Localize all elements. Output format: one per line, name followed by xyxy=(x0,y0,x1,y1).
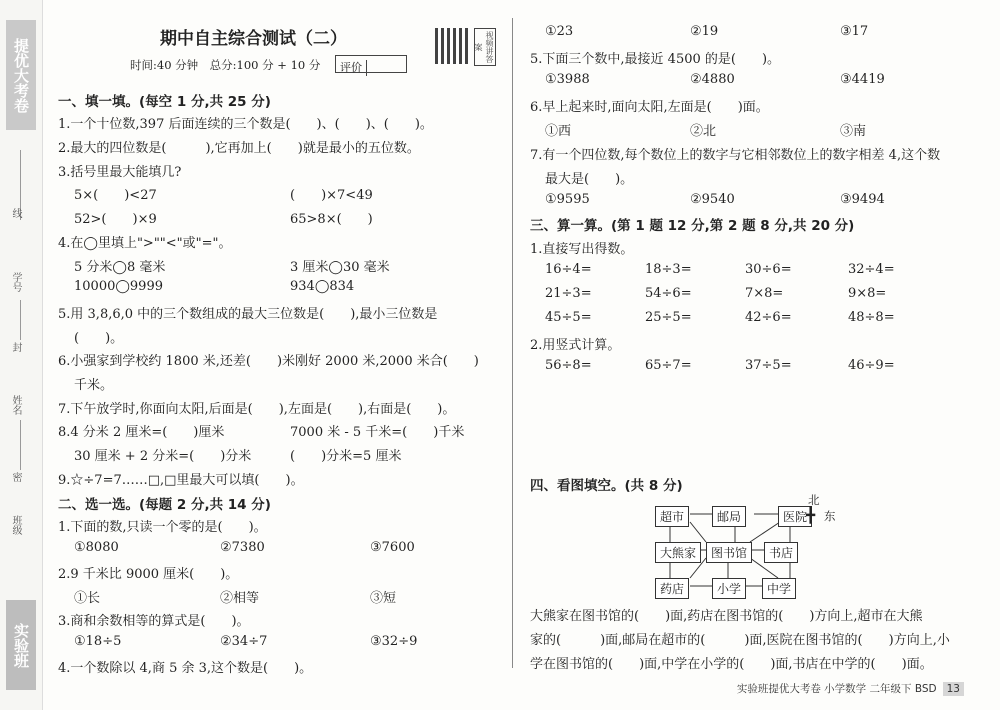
c6: 6.早上起来时,面向太阳,左面是( )面。 xyxy=(530,100,769,115)
q4c: 10000◯9999 xyxy=(74,279,163,294)
map-post-office: 邮局 xyxy=(712,506,746,527)
section-4-heading: 四、看图填空。(共 8 分) xyxy=(530,478,683,494)
c2: 2.9 千米比 9000 厘米( )。 xyxy=(58,567,239,582)
c7c1: ①9595 xyxy=(545,192,590,207)
calc-item: 7×8= xyxy=(745,286,784,301)
map-q-line2: 家的( )面,邮局在超市的( )面,医院在图书馆的( )方向上,小 xyxy=(530,633,950,648)
q8d: ( )分米=5 厘米 xyxy=(290,449,402,464)
label-class: 班级 xyxy=(10,515,21,535)
c2b: ②相等 xyxy=(220,591,260,606)
q8b: 7000 米 - 5 千米=( )千米 xyxy=(290,425,465,440)
score-label: 评价 xyxy=(336,60,367,76)
vertical-calc-item: 46÷9= xyxy=(848,358,895,373)
q6: 6.小强家到学校约 1800 米,还差( )米刚好 2000 米,2000 米合( ) xyxy=(58,354,479,369)
label-id: 学号 xyxy=(10,272,21,292)
footer xyxy=(737,681,964,696)
c5: 5.下面三个数中,最接近 4500 的是( )。 xyxy=(530,52,781,67)
label-name: 姓名 xyxy=(10,395,21,415)
q3b: ( )×7<49 xyxy=(290,188,373,203)
section-2-heading: 二、选一选。(每题 2 分,共 14 分) xyxy=(58,497,271,513)
vertical-calc-item: 65÷7= xyxy=(645,358,692,373)
column-divider xyxy=(512,18,513,668)
q4b: 3 厘米◯30 毫米 xyxy=(290,260,390,275)
map-primary-school: 小学 xyxy=(712,578,746,599)
c5c: ③4419 xyxy=(840,72,885,87)
exam-info: 时间:40 分钟 总分:100 分 + 10 分 xyxy=(130,58,321,72)
compass-icon: ╋ xyxy=(806,506,816,524)
calc-item: 16÷4= xyxy=(545,262,592,277)
q5: 5.用 3,8,6,0 中的三个数组成的最大三位数是( ),最小三位数是 xyxy=(58,307,438,322)
map-supermarket: 超市 xyxy=(655,506,689,527)
q9: 9.☆÷7=7……□,□里最大可以填( )。 xyxy=(58,473,304,488)
label-seal2: 密 xyxy=(10,472,21,482)
cut-line xyxy=(20,420,21,470)
label-line: 线 xyxy=(10,208,21,218)
compass-east: 东 xyxy=(824,509,836,523)
footer-text: 实验班提优大考卷 小学数学 二年级下 BSD xyxy=(736,683,937,695)
calc-item: 48÷8= xyxy=(848,310,895,325)
c3: 3.商和余数相等的算式是( )。 xyxy=(58,614,250,629)
c5a: ①3988 xyxy=(545,72,590,87)
c4: 4.一个数除以 4,商 5 余 3,这个数是( )。 xyxy=(58,661,313,676)
c6c: ③南 xyxy=(840,124,867,139)
map-bookstore: 书店 xyxy=(764,542,798,563)
q4: 4.在◯里填上">""<"或"="。 xyxy=(58,236,232,251)
calc-item: 54÷6= xyxy=(645,286,692,301)
c1a: ①8080 xyxy=(74,540,119,555)
c2a: ①长 xyxy=(74,591,101,606)
q3: 3.括号里最大能填几? xyxy=(58,165,182,180)
c7: 7.有一个四位数,每个数位上的数字与它相邻数位上的数字相差 4,这个数 xyxy=(530,148,941,163)
c4c: ③17 xyxy=(840,24,869,39)
qr-code-icon[interactable] xyxy=(435,28,471,64)
label-seal: 封 xyxy=(10,342,21,352)
q1: 1.一个十位数,397 后面连续的三个数是( )、( )、( )。 xyxy=(58,117,433,132)
o2: 2.用竖式计算。 xyxy=(530,338,621,353)
c7c3: ③9494 xyxy=(840,192,885,207)
q4d: 934◯834 xyxy=(290,279,355,294)
q3d: 65>8×( ) xyxy=(290,212,373,227)
c7c2: ②9540 xyxy=(690,192,735,207)
c3a: ①18÷5 xyxy=(74,634,122,649)
calc-item: 30÷6= xyxy=(745,262,792,277)
map-q-line3: 学在图书馆的( )面,中学在小学的( )面,书店在中学的( )面。 xyxy=(530,657,933,672)
section-1-heading: 一、填一填。(每空 1 分,共 25 分) xyxy=(58,94,271,110)
q4a: 5 分米◯8 毫米 xyxy=(74,260,166,275)
section-3-heading: 三、算一算。(第 1 题 12 分,第 2 题 8 分,共 20 分) xyxy=(530,218,855,234)
qr-caption: 视频讲答案 xyxy=(474,28,496,66)
c5b: ②4880 xyxy=(690,72,735,87)
map-middle-school: 中学 xyxy=(762,578,796,599)
vertical-calc-item: 37÷5= xyxy=(745,358,792,373)
page-title: 期中自主综合测试（二） xyxy=(160,29,347,49)
q8c: 30 厘米 + 2 分米=( )分米 xyxy=(74,449,252,464)
brand-bottom-logo: 实验班 xyxy=(6,600,36,690)
calc-item: 25÷5= xyxy=(645,310,692,325)
c6b: ②北 xyxy=(690,124,717,139)
c4a: ①23 xyxy=(545,24,574,39)
calc-item: 45÷5= xyxy=(545,310,592,325)
q5b: ( )。 xyxy=(74,331,124,346)
calc-item: 21÷3= xyxy=(545,286,592,301)
calc-item: 9×8= xyxy=(848,286,887,301)
map-q-line1: 大熊家在图书馆的( )面,药店在图书馆的( )方向上,超市在大熊 xyxy=(530,609,923,624)
map-hospital: 医院 xyxy=(778,506,812,527)
c1b: ②7380 xyxy=(220,540,265,555)
c3c: ③32÷9 xyxy=(370,634,418,649)
q3c: 52>( )×9 xyxy=(74,212,157,227)
c6a: ①西 xyxy=(545,124,572,139)
c2c: ③短 xyxy=(370,591,397,606)
vertical-calc-item: 56÷8= xyxy=(545,358,592,373)
q7: 7.下午放学时,你面向太阳,后面是( ),左面是( ),右面是( )。 xyxy=(58,402,456,417)
binding-strip xyxy=(0,0,43,710)
map-daxiong-home: 大熊家 xyxy=(655,542,701,563)
c3b: ②34÷7 xyxy=(220,634,268,649)
score-box xyxy=(335,55,407,73)
c1: 1.下面的数,只读一个零的是( )。 xyxy=(58,520,267,535)
q6b: 千米。 xyxy=(74,378,114,393)
c4b: ②19 xyxy=(690,24,719,39)
calc-item: 18÷3= xyxy=(645,262,692,277)
cut-line xyxy=(20,300,21,340)
calc-item: 32÷4= xyxy=(848,262,895,277)
c1c: ③7600 xyxy=(370,540,415,555)
map-pharmacy: 药店 xyxy=(655,578,689,599)
calc-item: 42÷6= xyxy=(745,310,792,325)
q2: 2.最大的四位数是( ),它再加上( )就是最小的五位数。 xyxy=(58,141,420,156)
c7b: 最大是( )。 xyxy=(545,172,634,187)
q8a: 8.4 分米 2 厘米=( )厘米 xyxy=(58,425,225,440)
o1: 1.直接写出得数。 xyxy=(530,242,634,257)
map-library: 图书馆 xyxy=(706,542,752,563)
q3a: 5×( )<27 xyxy=(74,188,157,203)
brand-top-logo: 提优大考卷 xyxy=(6,20,36,130)
page-number: 13 xyxy=(943,682,964,696)
compass-north: 北 xyxy=(808,493,820,507)
